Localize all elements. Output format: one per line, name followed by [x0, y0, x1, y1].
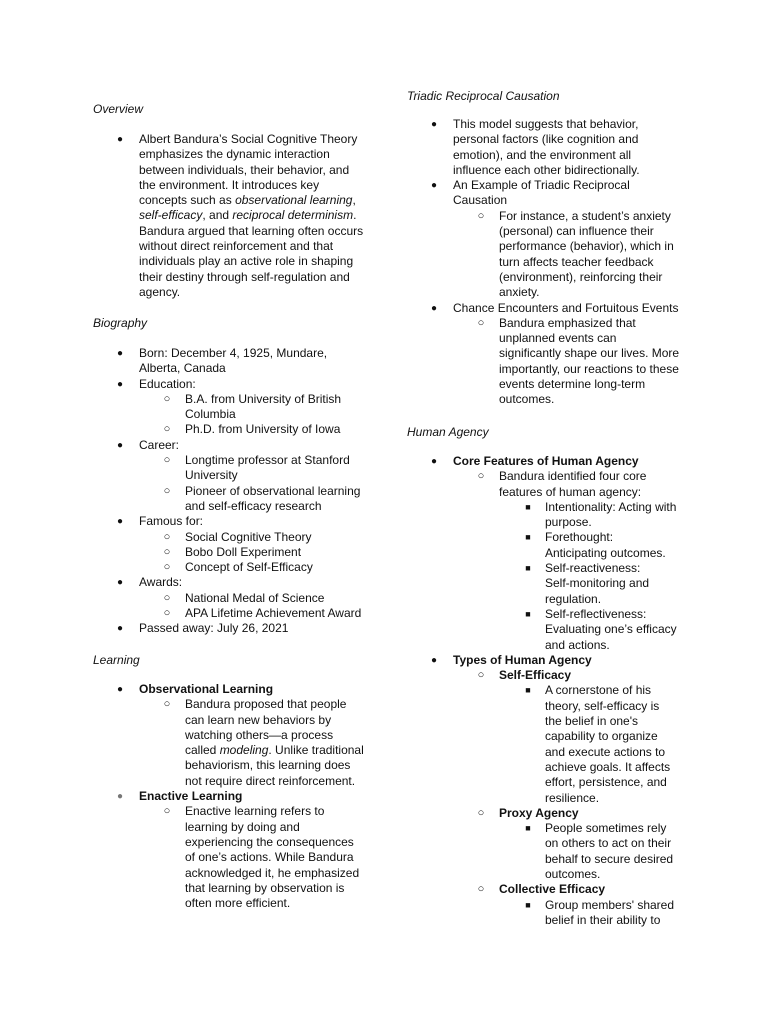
list-item-text: influence each other bidirectionally.	[453, 162, 640, 177]
list-item	[407, 561, 707, 576]
list-item	[407, 117, 707, 132]
list-item	[93, 758, 383, 773]
list-item	[407, 346, 707, 361]
list-item	[407, 898, 707, 913]
bullet-circle-icon: ○	[163, 805, 171, 818]
list-item-text: B.A. from University of British	[185, 391, 342, 406]
list-item-text: capability to organize	[545, 729, 658, 744]
list-item-text: significantly shape our lives. More	[499, 346, 680, 361]
bullet-circle-icon: ○	[477, 669, 485, 682]
list-item-text: Intentionality: Acting with	[545, 499, 677, 514]
list-item	[407, 745, 707, 760]
bullet-disc-icon: ●	[116, 439, 124, 451]
list-item	[407, 683, 707, 698]
overview-paragraph: Albert Bandura’s Social Cognitive Theory emphasizes the dynamic interaction between individuals, their behavior, and the environment. It introduces key concepts such as observational learning, self-efficacy, and reciprocal determinism. Bandura argued that learning often occurs without direct reinforcement and that individuals play an active role in shaping their destiny through self-regulation and agency.	[139, 132, 364, 299]
list-item	[407, 653, 707, 668]
list-item	[407, 285, 707, 300]
list-item-text: Longtime professor at Stanford	[185, 453, 350, 468]
bullet-disc-icon: ●	[116, 348, 124, 359]
list-item-text: performance (behavior), which in	[499, 239, 674, 254]
list-item-text: Chance Encounters and Fortuitous Events	[453, 300, 679, 315]
bullet-square-icon: ■	[525, 532, 531, 543]
list-item-text: events determine long-term	[499, 377, 646, 392]
bullet-disc-icon: ●	[430, 654, 438, 666]
list-item-text: An Example of Triadic Reciprocal	[453, 178, 630, 193]
learning-list	[93, 682, 383, 911]
bullet-circle-icon: ○	[163, 392, 171, 405]
list-item-text: outcomes.	[499, 392, 555, 407]
list-item	[93, 804, 383, 819]
bullet-circle-icon: ○	[163, 530, 171, 543]
list-item	[93, 866, 383, 881]
bullet-circle-icon: ○	[163, 484, 171, 497]
bullet-circle-icon: ○	[477, 883, 485, 896]
list-item-text: importantly, our reactions to these	[499, 361, 679, 376]
list-item-text: Proxy Agency	[499, 805, 579, 820]
list-item	[93, 697, 383, 712]
list-item-text: Ph.D. from University of Iowa	[185, 422, 341, 437]
bullet-square-icon: ■	[525, 823, 531, 834]
list-item-text: Self-Efficacy	[499, 668, 572, 683]
list-item-text: personal factors (like cognition and	[453, 132, 639, 147]
list-item-text: behaviorism, this learning does	[185, 758, 351, 773]
list-item	[407, 821, 707, 836]
list-item-text: Enactive Learning	[139, 789, 243, 804]
bullet-disc-icon: ●	[116, 684, 124, 695]
list-item-text: theory, self-efficacy is	[545, 698, 660, 713]
list-item	[407, 500, 707, 515]
list-item-text: Columbia	[185, 407, 236, 422]
list-item-text: Self-reflectiveness:	[545, 606, 647, 621]
list-item	[93, 881, 383, 896]
list-item-text: Concept of Self-Efficacy	[185, 560, 313, 575]
list-item-text: behalf to secure desired	[545, 851, 674, 866]
bullet-square-icon: ■	[525, 501, 531, 512]
list-item	[93, 361, 383, 376]
bullet-disc-icon: ●	[430, 180, 438, 192]
list-item-text: For instance, a student’s anxiety	[499, 208, 671, 223]
list-item	[93, 560, 383, 575]
bullet-disc-icon: ●	[116, 623, 124, 635]
bullet-circle-icon: ○	[163, 591, 171, 604]
bullet-disc-icon: ●	[116, 791, 124, 803]
list-item-text: often more efficient.	[185, 896, 291, 911]
list-item-text: regulation.	[545, 591, 602, 606]
list-item	[93, 438, 383, 453]
list-item-text: on others to act on their	[545, 836, 672, 851]
bullet-disc-icon: ●	[116, 134, 124, 145]
list-item-text: Self-monitoring and	[545, 576, 650, 591]
list-item	[407, 163, 707, 178]
list-item-text: not require direct reinforcement.	[185, 773, 356, 788]
bullet-circle-icon: ○	[163, 698, 171, 711]
list-item	[407, 530, 707, 545]
bullet-circle-icon: ○	[477, 470, 485, 483]
overview-list	[93, 132, 383, 300]
list-item-text: features of human agency:	[499, 484, 642, 499]
list-item	[93, 468, 383, 483]
list-item-text: Pioneer of observational learning	[185, 483, 361, 498]
list-item-text: Born: December 4, 1925, Mundare,	[139, 346, 328, 360]
list-item	[93, 682, 383, 697]
bullet-circle-icon: ○	[477, 209, 485, 222]
list-item	[93, 453, 383, 468]
list-item-text: acknowledged it, he emphasized	[185, 865, 360, 880]
list-item	[93, 407, 383, 422]
list-item	[93, 377, 383, 392]
bullet-disc-icon: ●	[116, 378, 124, 390]
bullet-disc-icon: ●	[430, 119, 438, 130]
list-item-text: purpose.	[545, 515, 592, 530]
list-item	[407, 576, 707, 591]
bullet-disc-icon: ●	[116, 577, 124, 589]
list-item	[93, 499, 383, 514]
list-item-text: Famous for:	[139, 514, 204, 529]
biography-heading: Biography	[93, 316, 148, 330]
bullet-disc-icon: ●	[430, 302, 438, 314]
list-item-text: Bandura identified four core	[499, 469, 647, 484]
triadic-list	[407, 117, 707, 408]
list-item	[93, 621, 383, 636]
list-item	[407, 377, 707, 392]
list-item	[407, 592, 707, 607]
list-item	[93, 346, 383, 361]
list-item-text: that learning by observation is	[185, 880, 345, 895]
list-item	[93, 392, 383, 407]
list-item	[93, 896, 383, 911]
bullet-disc-icon: ●	[430, 456, 438, 467]
bullet-circle-icon: ○	[163, 561, 171, 574]
bullet-circle-icon: ○	[163, 607, 171, 620]
list-item	[93, 530, 383, 545]
bullet-circle-icon: ○	[163, 454, 171, 467]
list-item	[407, 714, 707, 729]
list-item-text: learning by doing and	[185, 819, 300, 834]
list-item-text: Anticipating outcomes.	[545, 545, 666, 560]
list-item	[93, 789, 383, 804]
list-item-text: APA Lifetime Achievement Award	[185, 606, 362, 621]
list-item	[93, 606, 383, 621]
list-item	[407, 775, 707, 790]
list-item-text: Education:	[139, 376, 196, 391]
list-item	[407, 485, 707, 500]
list-item	[407, 806, 707, 821]
list-item-text: This model suggests that behavior,	[453, 117, 639, 131]
list-item	[407, 546, 707, 561]
list-item-text: Awards:	[139, 575, 183, 590]
list-item	[93, 591, 383, 606]
bullet-square-icon: ■	[525, 563, 531, 574]
list-item-text: and self-efficacy research	[185, 498, 322, 513]
list-item	[407, 699, 707, 714]
list-item	[407, 622, 707, 637]
list-item	[407, 882, 707, 897]
list-item	[407, 454, 707, 469]
list-item-text: of one’s actions. While Bandura	[185, 850, 354, 865]
list-item-text: Causation	[453, 193, 508, 208]
bullet-circle-icon: ○	[163, 423, 171, 436]
list-item	[407, 515, 707, 530]
list-item	[407, 316, 707, 331]
list-item	[407, 255, 707, 270]
list-item	[407, 270, 707, 285]
list-item	[407, 239, 707, 254]
list-item-text: emotion), and the environment all	[453, 147, 632, 162]
list-item-text: Group members' shared	[545, 897, 675, 912]
list-item-text: (personal) can influence their	[499, 224, 654, 239]
list-item-text: Enactive learning refers to	[185, 804, 325, 819]
list-item	[407, 178, 707, 193]
list-item	[93, 514, 383, 529]
list-item-text: watching others—a process	[185, 727, 334, 742]
list-item	[407, 301, 707, 316]
list-item-text: Types of Human Agency	[453, 652, 592, 667]
list-item-text: Passed away: July 26, 2021	[139, 621, 289, 636]
list-item-text: can learn new behaviors by	[185, 712, 332, 727]
list-item	[407, 668, 707, 683]
list-item	[407, 867, 707, 882]
bullet-square-icon: ■	[525, 608, 531, 619]
list-item-text: Observational Learning	[139, 682, 274, 696]
list-item-text: Career:	[139, 437, 180, 452]
list-item-text: turn affects teacher feedback	[499, 254, 654, 269]
bullet-disc-icon: ●	[116, 516, 124, 528]
list-item	[93, 728, 383, 743]
list-item	[93, 713, 383, 728]
list-item-text: University	[185, 468, 238, 483]
list-item	[407, 148, 707, 163]
list-item	[407, 760, 707, 775]
list-item-text: National Medal of Science	[185, 590, 325, 605]
list-item	[93, 743, 383, 758]
list-item-text: Bandura proposed that people	[185, 697, 347, 712]
list-item-text: Alberta, Canada	[139, 361, 226, 376]
list-item	[407, 209, 707, 224]
list-item-text: resilience.	[545, 790, 600, 805]
overview-bullet	[93, 132, 383, 300]
list-item-text: called modeling. Unlike traditional	[185, 743, 364, 758]
learning-heading: Learning	[93, 653, 140, 667]
list-item	[407, 638, 707, 653]
list-item	[407, 392, 707, 407]
list-item-text: the belief in one's	[545, 714, 639, 729]
bullet-circle-icon: ○	[163, 545, 171, 558]
list-item	[93, 484, 383, 499]
bullet-square-icon: ■	[525, 685, 531, 696]
human-agency-heading: Human Agency	[407, 425, 489, 439]
list-item	[93, 774, 383, 789]
list-item	[93, 835, 383, 850]
list-item	[407, 132, 707, 147]
list-item-text: Self-reactiveness:	[545, 561, 641, 576]
list-item-text: achieve goals. It affects	[545, 759, 671, 774]
list-item-text: and actions.	[545, 637, 610, 652]
list-item-text: anxiety.	[499, 285, 540, 300]
list-item	[407, 362, 707, 377]
list-item-text: (environment), reinforcing their	[499, 269, 663, 284]
bullet-circle-icon: ○	[477, 806, 485, 819]
list-item	[407, 469, 707, 484]
list-item	[93, 575, 383, 590]
list-item	[407, 791, 707, 806]
list-item-text: Evaluating one’s efficacy	[545, 622, 677, 637]
list-item-text: Forethought:	[545, 530, 614, 545]
list-item	[93, 422, 383, 437]
list-item	[407, 607, 707, 622]
list-item	[93, 545, 383, 560]
biography-list	[93, 346, 383, 637]
list-item-text: experiencing the consequences	[185, 834, 354, 849]
list-item-text: effort, persistence, and	[545, 775, 667, 790]
list-item-text: A cornerstone of his	[545, 683, 652, 698]
list-item	[407, 836, 707, 851]
list-item-text: belief in their ability to	[545, 912, 661, 927]
list-item	[407, 852, 707, 867]
list-item	[93, 820, 383, 835]
list-item	[407, 913, 707, 928]
list-item-text: unplanned events can	[499, 331, 617, 346]
list-item-text: Social Cognitive Theory	[185, 529, 312, 544]
list-item	[407, 193, 707, 208]
triadic-heading: Triadic Reciprocal Causation	[407, 89, 560, 103]
list-item-text: Bandura emphasized that	[499, 315, 636, 330]
list-item	[93, 850, 383, 865]
bullet-circle-icon: ○	[477, 316, 485, 329]
list-item-text: outcomes.	[545, 867, 601, 882]
list-item	[407, 224, 707, 239]
list-item	[407, 331, 707, 346]
list-item-text: People sometimes rely	[545, 821, 667, 836]
list-item-text: Core Features of Human Agency	[453, 454, 639, 468]
list-item-text: Bobo Doll Experiment	[185, 544, 302, 559]
list-item-text: and execute actions to	[545, 744, 666, 759]
list-item-text: Collective Efficacy	[499, 882, 606, 897]
overview-heading: Overview	[93, 102, 144, 116]
human-agency-list	[407, 454, 707, 928]
list-item	[407, 729, 707, 744]
bullet-square-icon: ■	[525, 899, 531, 910]
